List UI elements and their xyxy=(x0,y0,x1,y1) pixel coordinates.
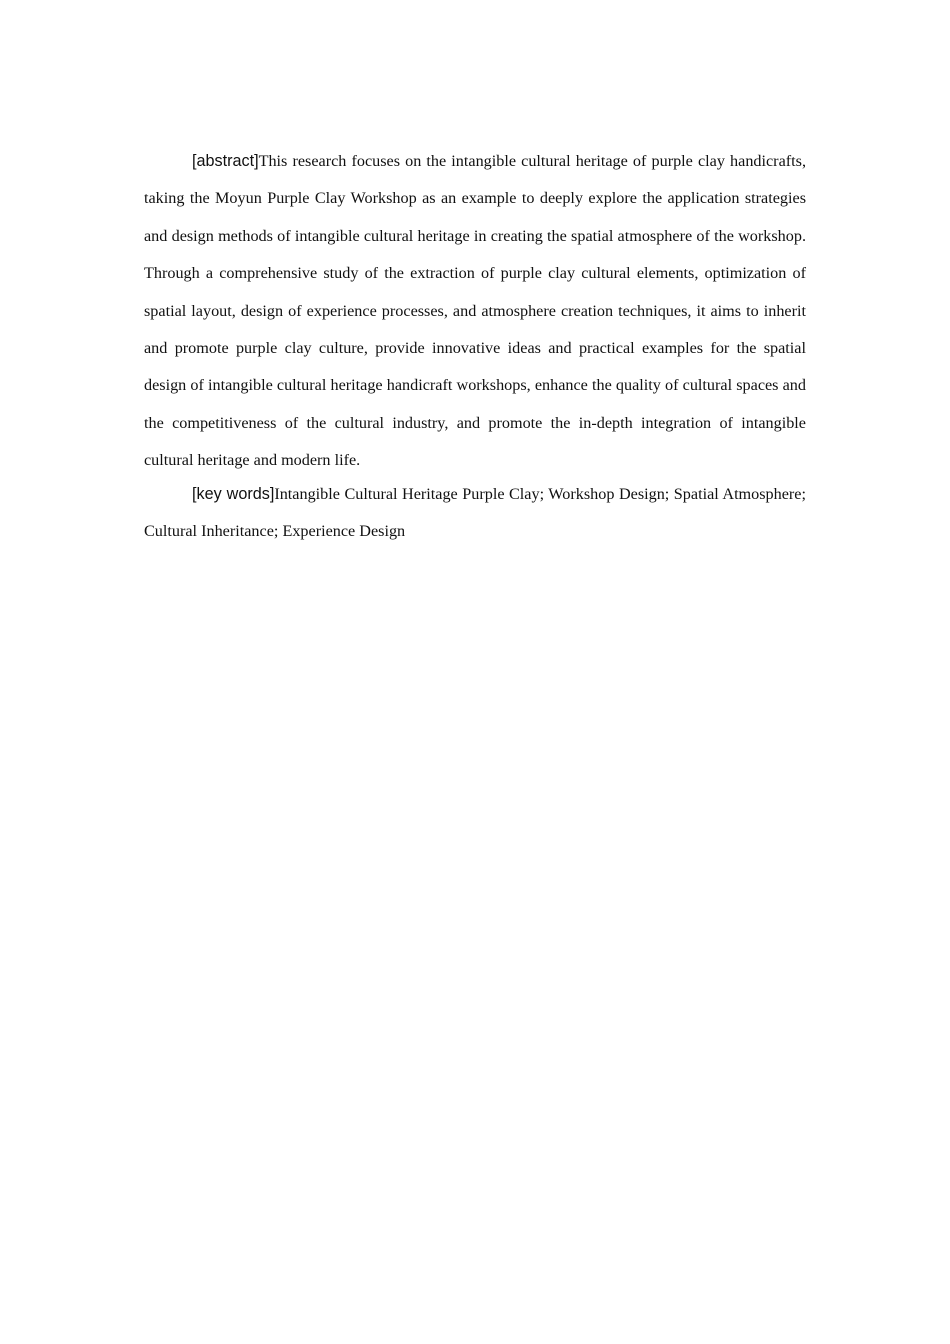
abstract-label: [abstract] xyxy=(192,152,259,170)
keywords-paragraph xyxy=(144,476,806,551)
keywords-label: [key words] xyxy=(192,484,275,503)
abstract-paragraph xyxy=(144,143,806,480)
keywords-text: Intangible Cultural Heritage Purple Clay; Workshop Design; Spatial Atmosphere; Cultural Inheritance; Experience Design xyxy=(144,484,806,541)
page-content xyxy=(144,143,806,550)
abstract-text: This research focuses on the intangible cultural heritage of purple clay handicrafts, taking the Moyun Purple Clay Workshop as an example to deeply explore the application strategies and design methods of intangible cultural heritage in creating the spatial atmosphere of the workshop. Through a comprehensive study of the extraction of purple clay cultural elements, optimization of spatial layout, design of experience processes, and atmosphere creation techniques, it aims to inherit and promote purple clay culture, provide innovative ideas and practical examples for the spatial design of intangible cultural heritage handicraft workshops, enhance the quality of cultural spaces and the competitiveness of the cultural industry, and promote the in-depth integration of intangible cultural heritage and modern life. xyxy=(144,152,806,470)
